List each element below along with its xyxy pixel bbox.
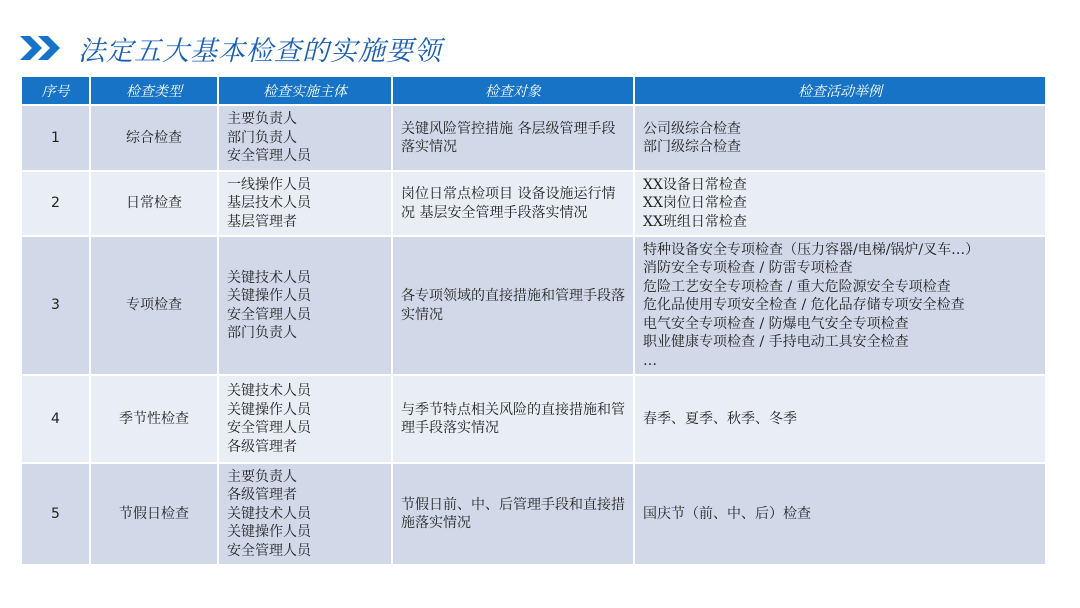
row-subjects — [218, 105, 392, 171]
row-type: 节假日检查 — [90, 463, 218, 564]
row-type: 日常检查 — [90, 171, 218, 236]
subject-item: 部门负责人 — [227, 129, 297, 146]
row-subjects — [218, 236, 392, 375]
subject-item: 各级管理者 — [227, 487, 297, 504]
row-type: 季节性检查 — [90, 375, 218, 463]
example-item: 特种设备安全专项检查（压力容器/电梯/锅炉/叉车…） — [643, 241, 980, 258]
subject-item: 主要负责人 — [227, 111, 297, 128]
subject-item: 安全管理人员 — [227, 542, 311, 559]
object-text: 与季节特点相关风险的直接措施和管理手段落实情况 — [401, 401, 625, 436]
header-subjects: 检查实施主体 — [218, 77, 392, 105]
row-index: 5 — [22, 463, 90, 564]
object-text: 岗位日常点检项目 设备设施运行情况 基层安全管理手段落实情况 — [401, 186, 616, 221]
inspection-table — [22, 77, 1047, 564]
example-item: 危化品使用专项安全检查 / 危化品存储专项安全检查 — [643, 297, 965, 314]
header-examples: 检查活动举例 — [634, 77, 1046, 105]
row-index: 3 — [22, 236, 90, 375]
table-row — [22, 375, 1046, 463]
slide-title: 法定五大基本检查的实施要领 — [78, 35, 442, 67]
object-text: 各专项领域的直接措施和管理手段落实情况 — [401, 288, 625, 323]
example-item: 国庆节（前、中、后）检查 — [643, 505, 811, 522]
double-chevron-right-icon — [20, 33, 68, 63]
table-row — [22, 463, 1046, 564]
row-index: 4 — [22, 375, 90, 463]
subject-item: 部门负责人 — [227, 325, 297, 341]
row-object — [392, 375, 634, 463]
subject-item: 关键操作人员 — [227, 288, 311, 304]
example-item: 春季、夏季、秋季、冬季 — [643, 410, 797, 427]
subject-item: 关键操作人员 — [227, 401, 311, 418]
row-type: 综合检查 — [90, 105, 218, 171]
row-subjects — [218, 463, 392, 564]
example-item: XX设备日常检查 — [643, 176, 747, 193]
subject-item: 关键技术人员 — [227, 505, 311, 522]
example-item: … — [643, 352, 657, 369]
row-examples — [634, 171, 1046, 236]
example-item: 消防安全专项检查 / 防雷专项检查 — [643, 260, 853, 277]
subject-item: 关键技术人员 — [227, 383, 311, 399]
example-item: 公司级综合检查 — [643, 120, 741, 137]
object-text: 节假日前、中、后管理手段和直接措施落实情况 — [401, 496, 625, 531]
subject-item: 安全管理人员 — [227, 148, 311, 165]
subject-item: 一线操作人员 — [227, 176, 311, 193]
subject-item: 基层技术人员 — [227, 195, 311, 212]
header-index: 序号 — [22, 77, 90, 105]
subject-item: 基层管理者 — [227, 213, 297, 230]
subject-item: 安全管理人员 — [227, 420, 311, 436]
subject-item: 主要负责人 — [227, 468, 297, 485]
header-object: 检查对象 — [392, 77, 634, 105]
object-text: 关键风险管控措施 各层级管理手段落实情况 — [401, 120, 616, 155]
row-object — [392, 171, 634, 236]
table-row — [22, 236, 1046, 375]
header-type: 检查类型 — [90, 77, 218, 105]
slide-header — [20, 26, 442, 70]
subject-item: 关键技术人员 — [227, 269, 311, 286]
row-object — [392, 236, 634, 375]
subject-item: 安全管理人员 — [227, 306, 311, 323]
subject-item: 各级管理者 — [227, 438, 297, 455]
row-index: 1 — [22, 105, 90, 171]
row-examples — [634, 236, 1046, 375]
row-subjects — [218, 375, 392, 463]
row-examples — [634, 375, 1046, 463]
row-index: 2 — [22, 171, 90, 236]
subject-item: 关键操作人员 — [227, 524, 311, 541]
example-item: 部门级综合检查 — [643, 139, 741, 155]
row-subjects — [218, 171, 392, 236]
row-examples — [634, 463, 1046, 564]
table-row — [22, 105, 1046, 171]
row-type: 专项检查 — [90, 236, 218, 375]
row-examples — [634, 105, 1046, 171]
example-item: 电气安全专项检查 / 防爆电气安全专项检查 — [643, 315, 909, 332]
table-row — [22, 171, 1046, 236]
row-object — [392, 105, 634, 171]
table-header-row — [22, 77, 1046, 105]
example-item: XX班组日常检查 — [643, 213, 747, 230]
example-item: XX岗位日常检查 — [643, 195, 747, 212]
example-item: 职业健康专项检查 / 手持电动工具安全检查 — [643, 334, 909, 351]
example-item: 危险工艺安全专项检查 / 重大危险源安全专项检查 — [643, 278, 951, 295]
row-object — [392, 463, 634, 564]
